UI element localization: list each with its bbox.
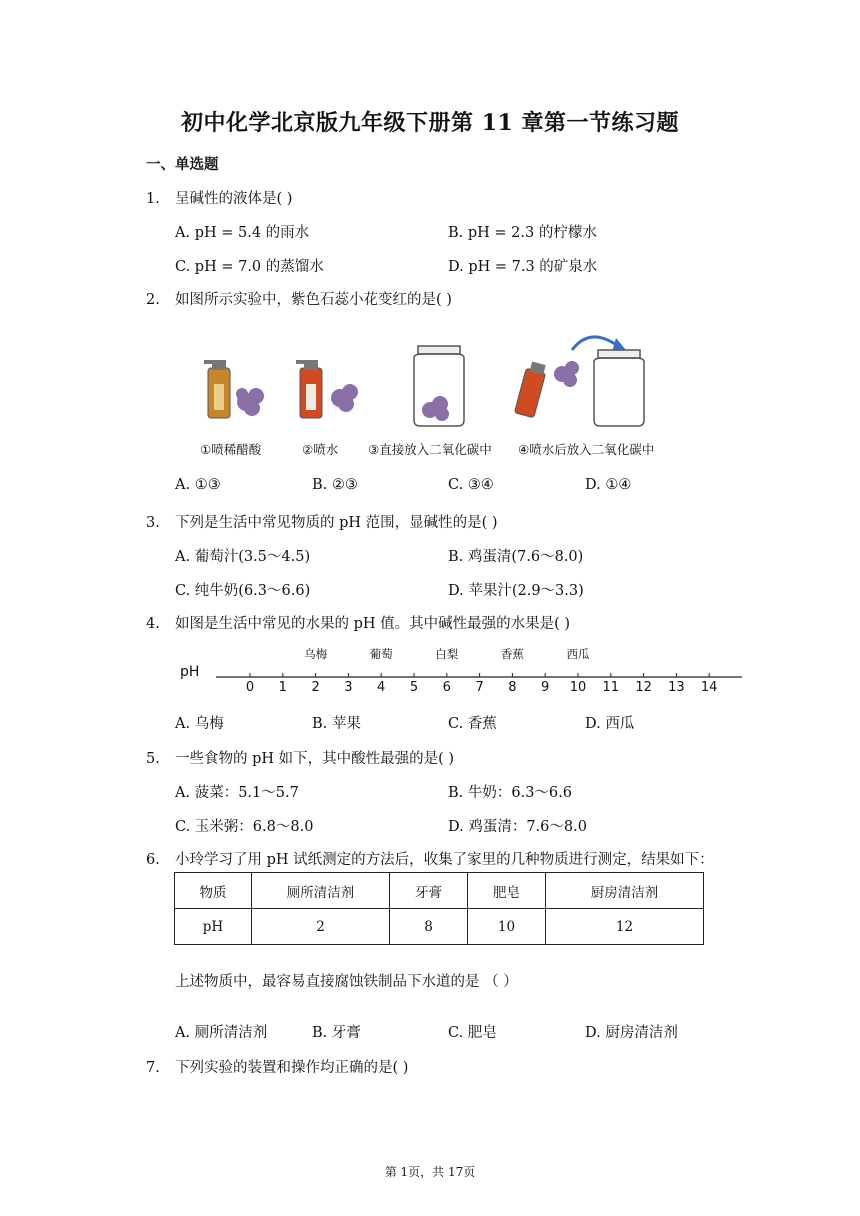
ph-tick-label: 6 <box>442 680 451 695</box>
table-cell: pH <box>175 909 252 945</box>
question-number: 6. <box>146 852 160 868</box>
option-d: D. ①④ <box>585 477 632 493</box>
table-row <box>175 909 704 945</box>
question-stem: 下列是生活中常见物质的 pH 范围，显碱性的是( ) <box>175 515 498 531</box>
arrow-icon <box>572 337 618 350</box>
ph-tick-label: 12 <box>635 680 652 695</box>
figure-caption: ②喷水 <box>302 442 339 457</box>
question-number: 7. <box>146 1060 160 1076</box>
option-a: A. 菠菜：5.1～5.7 <box>175 785 299 801</box>
spray-bottle-icon <box>204 360 230 418</box>
ph-scale-axis <box>176 640 746 704</box>
ph-tick-label: 13 <box>668 680 685 695</box>
option-a: A. ①③ <box>175 477 221 493</box>
option-c: C. 纯牛奶(6.3～6.6) <box>175 583 311 599</box>
question-stem: 如图是生活中常见的水果的 pH 值。其中碱性最强的水果是( ) <box>175 616 571 632</box>
option-c: C. 香蕉 <box>448 716 497 732</box>
page-footer: 第 1页，共 17页 <box>384 1165 476 1179</box>
table-cell: 2 <box>252 909 390 945</box>
question-stem: 如图所示实验中，紫色石蕊小花变红的是( ) <box>175 292 452 308</box>
option-a: A. 厕所清洁剂 <box>175 1025 268 1041</box>
option-b: B. 苹果 <box>312 716 361 732</box>
ph-tick-label: 7 <box>475 680 484 695</box>
question-6 <box>146 848 714 869</box>
figure-caption: ③直接放入二氧化碳中 <box>368 442 492 457</box>
fruit-label: 西瓜 <box>566 647 590 661</box>
ph-tick-label: 5 <box>409 680 419 695</box>
ph-tick-label: 3 <box>344 680 353 695</box>
option-b: B. pH = 2.3 的柠檬水 <box>448 225 597 241</box>
ph-tick-label: 4 <box>377 680 386 695</box>
ph-tick-label: 14 <box>700 680 718 695</box>
question-number: 5. <box>146 751 160 767</box>
ph-tick-label: 8 <box>508 680 517 695</box>
question-stem: 小玲学习了用 pH 试纸测定的方法后，收集了家里的几种物质进行测定，结果如下： <box>175 852 714 868</box>
option-b: B. 鸡蛋清(7.6～8.0) <box>448 549 584 565</box>
fruit-label: 乌梅 <box>304 647 328 661</box>
table-row <box>175 873 704 909</box>
figure-caption: ④喷水后放入二氧化碳中 <box>518 442 655 457</box>
page-title: 初中化学北京版九年级下册第 11 章第一节练习题 <box>181 110 679 136</box>
question-number: 2. <box>146 292 160 308</box>
question-2 <box>146 288 452 309</box>
question-stem: 一些食物的 pH 如下，其中酸性最强的是( ) <box>175 751 455 767</box>
ph-tick-label: 11 <box>602 680 620 695</box>
ph-tick-label: 1 <box>278 680 287 695</box>
ph-scale <box>176 640 746 704</box>
question-7 <box>146 1056 408 1077</box>
option-c: C. ③④ <box>448 477 494 493</box>
question-5 <box>146 747 454 768</box>
gas-jar-icon <box>594 350 644 426</box>
spray-bottle-icon <box>514 362 545 418</box>
option-a: A. pH = 5.4 的雨水 <box>175 225 310 241</box>
option-b: B. 牙膏 <box>312 1025 361 1041</box>
ph-tick-label: 2 <box>311 680 320 695</box>
experiment-illustration <box>190 328 670 440</box>
flower-icon <box>331 384 358 412</box>
option-b: B. 牛奶：6.3～6.6 <box>448 785 572 801</box>
ph-scale-label: pH <box>180 664 200 680</box>
option-d: D. 厨房清洁剂 <box>585 1025 678 1041</box>
section-heading: 一、单选题 <box>146 157 219 173</box>
option-c: C. 肥皂 <box>448 1025 497 1041</box>
flower-icon <box>236 388 264 416</box>
option-a: A. 葡萄汁(3.5～4.5) <box>175 549 311 565</box>
option-d: D. 鸡蛋清：7.6～8.0 <box>448 819 587 835</box>
table-cell: 12 <box>546 909 704 945</box>
figure-caption: ①喷稀醋酸 <box>200 442 262 457</box>
question-1 <box>146 187 292 208</box>
question-number: 1. <box>146 191 160 207</box>
flower-icon <box>422 396 449 421</box>
question-number: 4. <box>146 616 160 632</box>
option-a: A. 乌梅 <box>175 716 224 732</box>
table-cell: 厕所清洁剂 <box>252 873 390 909</box>
fruit-label: 白梨 <box>435 647 459 661</box>
option-c: C. pH = 7.0 的蒸馏水 <box>175 259 324 275</box>
ph-tick-label: 9 <box>541 680 550 695</box>
option-d: D. 苹果汁(2.9～3.3) <box>448 583 584 599</box>
experiment-figure <box>190 328 670 458</box>
question-followup: 上述物质中，最容易直接腐蚀铁制品下水道的是 （ ） <box>175 974 518 990</box>
option-d: D. pH = 7.3 的矿泉水 <box>448 259 598 275</box>
option-d: D. 西瓜 <box>585 716 635 732</box>
table-cell: 物质 <box>175 873 252 909</box>
table-cell: 厨房清洁剂 <box>546 873 704 909</box>
option-b: B. ②③ <box>312 477 358 493</box>
table-cell: 10 <box>468 909 546 945</box>
table-cell: 肥皂 <box>468 873 546 909</box>
question-stem: 下列实验的装置和操作均正确的是( ) <box>175 1060 409 1076</box>
option-c: C. 玉米粥：6.8～8.0 <box>175 819 314 835</box>
question-3 <box>146 511 498 532</box>
ph-tick-label: 10 <box>569 680 587 695</box>
ph-results-table <box>174 872 704 945</box>
fruit-label: 葡萄 <box>369 647 393 661</box>
question-number: 3. <box>146 515 160 531</box>
fruit-label: 香蕉 <box>500 647 524 661</box>
spray-bottle-icon <box>296 360 322 418</box>
question-4 <box>146 612 570 633</box>
table-cell: 8 <box>390 909 468 945</box>
ph-tick-label: 0 <box>245 680 255 695</box>
flower-icon <box>554 361 579 387</box>
table-cell: 牙膏 <box>390 873 468 909</box>
question-stem: 呈碱性的液体是( ) <box>175 191 293 207</box>
